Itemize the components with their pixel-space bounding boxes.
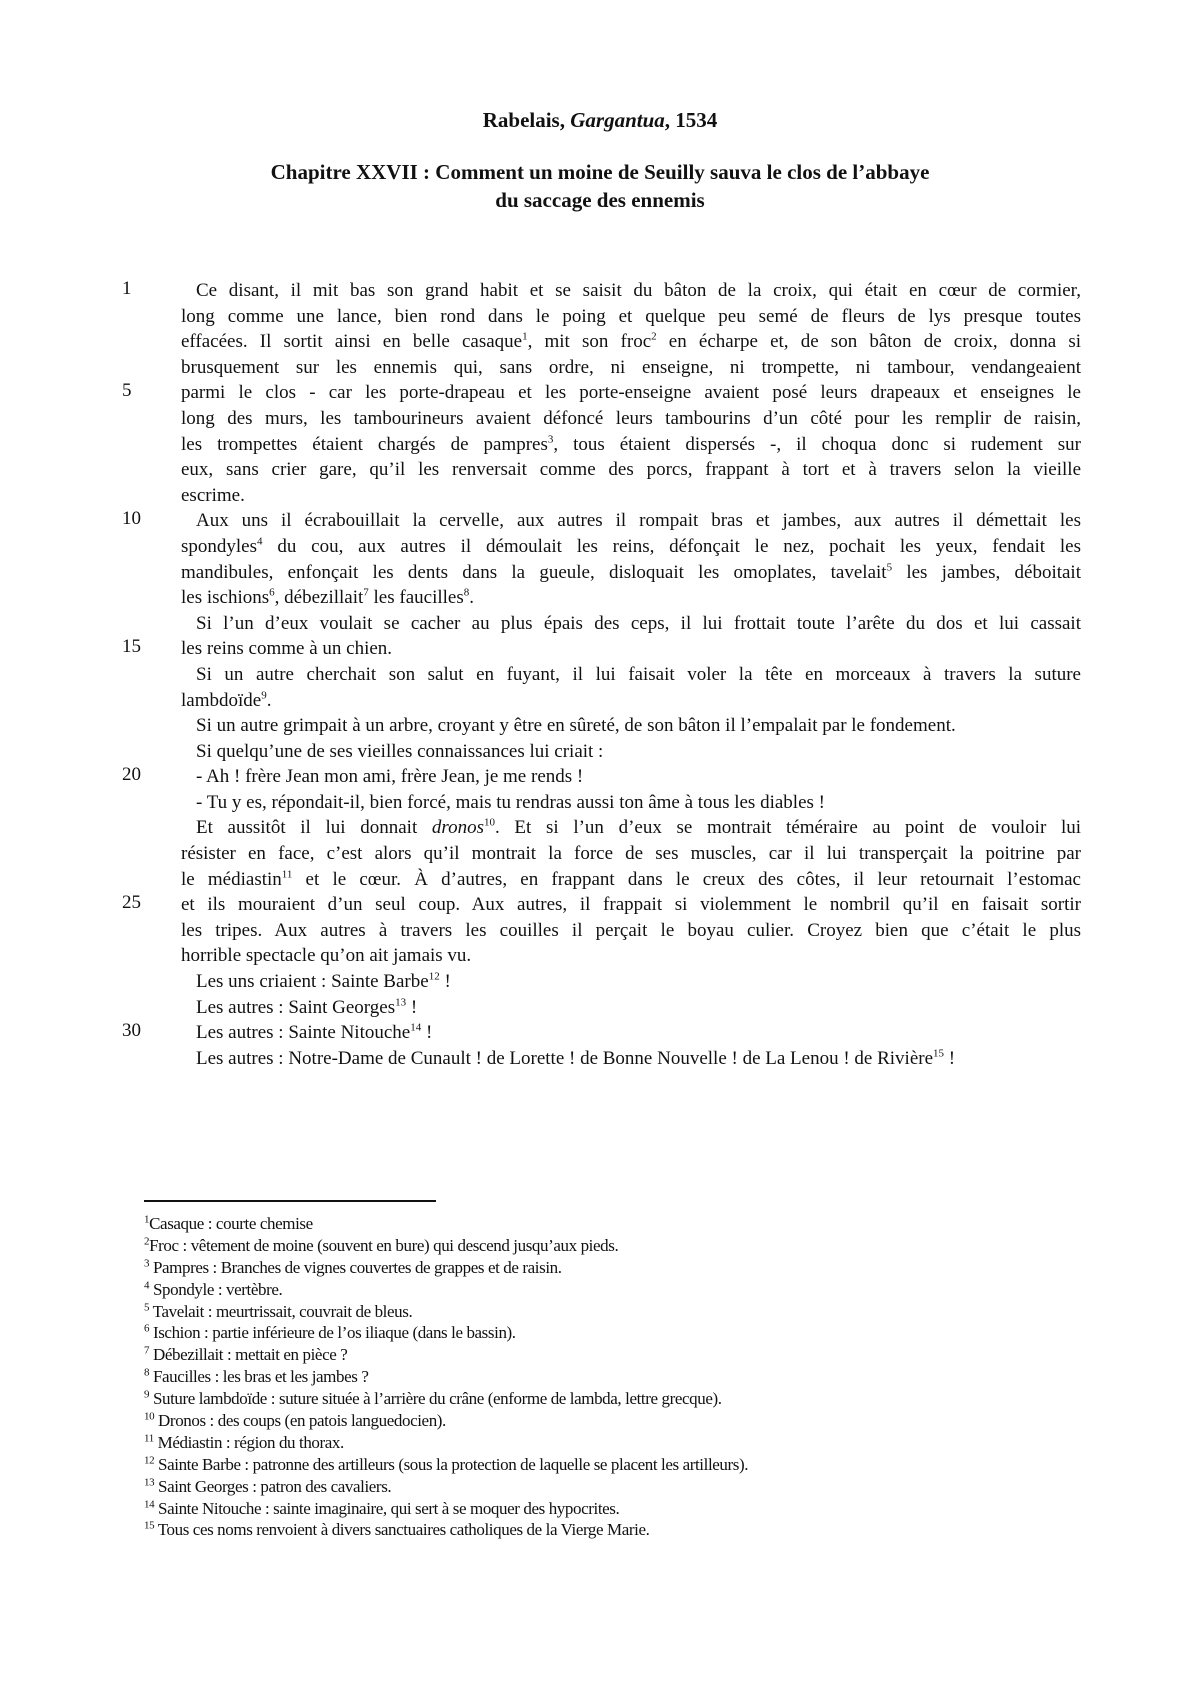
footnote-ref: 14: [410, 1021, 422, 1034]
text-line: parmi le clos - car les porte-drapeau et les porte-enseigne avaient posé leurs drapeaux et enseignes le: [181, 382, 1081, 404]
footnote: $^2$Froc : vêtement de moine (souvent en bure) qui descend jusqu’aux pieds.: [144, 1235, 619, 1255]
footnote-ref: 6: [269, 586, 275, 599]
chapter-heading-line: du saccage des ennemis: [495, 188, 705, 212]
text-line: escrime.: [181, 484, 245, 506]
text-line: - Tu y es, répondait-il, bien forcé, mais tu rendras aussi ton âme à tous les diables !: [196, 791, 825, 813]
text-line: Si un autre grimpait à un arbre, croyant y être en sûreté, de son bâton il l’empalait par le fondement.: [196, 715, 956, 737]
footnote-ref: 7: [363, 586, 369, 599]
footnote: $^{14}$ Sainte Nitouche : sainte imaginaire, qui sert à se moquer des hypocrites.: [144, 1497, 620, 1518]
text-line: effacées. Il sortit ainsi en belle casaque$^1$, mit son froc$^2$ en écharpe et, de son bâton de croix, donna si: [181, 330, 1082, 353]
footnote: $^5$ Tavelait : meurtrissait, couvrait de bleus.: [144, 1300, 413, 1321]
text-line: - Ah ! frère Jean mon ami, frère Jean, je me rends !: [196, 766, 584, 788]
footnote-ref: 10: [484, 817, 495, 830]
line-number: 5: [122, 380, 132, 402]
text-line: et ils mouraient d’un seul coup. Aux autres, il frappait si violemment le nombril qu’il en faisait sortir: [181, 894, 1081, 916]
footnote: $^6$ Ischion : partie inférieure de l’os iliaque (dans le bassin).: [144, 1322, 516, 1343]
footnote-ref: 8: [463, 586, 470, 599]
footnote-ref: 3: [547, 433, 554, 446]
author: Rabelais: [482, 108, 560, 132]
text-line: Les autres : Sainte Nitouche$^{14}$ !: [196, 1021, 433, 1044]
footnote-ref: 4: [257, 535, 263, 548]
text-line: long des murs, les tambourineurs avaient défoncé leurs tambourins d’un côté pour les remplir de raisin,: [181, 407, 1081, 429]
line-number: 1: [122, 278, 132, 299]
text-line: Si quelqu’une de ses vieilles connaissances lui criait :: [196, 740, 604, 762]
text-line: mandibules, enfonçait les dents dans la gueule, disloquait les omoplates, tavelait$^5$ les jambes, déboitait: [181, 561, 1081, 583]
footnote: $^{10}$ Dronos : des coups (en patois languedocien).: [144, 1410, 446, 1431]
text-line: brusquement sur les ennemis qui, sans ordre, ni enseigne, ni trompette, ni tambour, vendangeaient: [181, 356, 1081, 378]
text-line: Les autres : Saint Georges$^{13}$ !: [196, 996, 418, 1018]
footnote: $^9$ Suture lambdoïde : suture située à l’arrière du crâne (enforme de lambda, lettre grecque).: [144, 1388, 722, 1409]
footnote-ref: 5: [886, 561, 893, 574]
text-line: Et aussitôt il lui donnait dronos$^{10}$. Et si l’un d’eux se montrait téméraire au point de vouloir lui: [196, 817, 1081, 839]
footnote-ref: 12: [428, 970, 440, 983]
text-line: eux, sans crier gare, qu’il les renversait comme des porcs, frappant à tort et à travers selon la vieille: [181, 459, 1081, 481]
line-number: 15: [122, 636, 141, 658]
text-line: les ischions$^6$, débezillait$^7$ les faucilles$^8$.: [181, 586, 474, 609]
footnote: $^{13}$ Saint Georges : patron des cavaliers.: [144, 1476, 392, 1496]
footnote: $^1$Casaque : courte chemise: [144, 1213, 313, 1233]
text-line: Si l’un d’eux voulait se cacher au plus épais des ceps, il lui frottait toute l’arête du dos et lui cassait: [196, 612, 1081, 634]
text-line: Ce disant, il mit bas son grand habit et se saisit du bâton de la croix, qui était en cœur de cormier,: [196, 280, 1081, 301]
text-line: Les uns criaient : Sainte Barbe$^{12}$ !: [196, 970, 451, 993]
document-title: Rabelais, Gargantua, 1534: [482, 108, 718, 132]
footnote-ref: 9: [261, 689, 267, 702]
line-number: 10: [122, 508, 141, 530]
work-title: Gargantua: [570, 108, 665, 132]
text-line: les tripes. Aux autres à travers les couilles il perçait le boyau culier. Croyez bien que c’était le plus: [181, 919, 1081, 941]
footnote-ref: 13: [395, 996, 407, 1009]
footnote-separator: [144, 1200, 436, 1202]
footnote: $^8$ Faucilles : les bras et les jambes ?: [144, 1366, 369, 1387]
text-line: les trompettes étaient chargés de pampres$^3$, tous étaient dispersés -, il choqua donc si rudement sur: [181, 433, 1082, 455]
text-line: Aux uns il écrabouillait la cervelle, aux autres il rompait bras et jambes, aux autres il démettait les: [196, 510, 1081, 532]
footnote: $^7$ Débezillait : mettait en pièce ?: [144, 1344, 348, 1365]
chapter-text: [181, 278, 1081, 1071]
footnote-ref: 11: [281, 868, 293, 881]
chapter-heading-line: Chapitre XXVII : Comment un moine de Seuilly sauva le clos de l’abbaye: [270, 160, 930, 184]
footnote: $^{11}$ Médiastin : région du thorax.: [144, 1432, 344, 1452]
text-line: Les autres : Notre-Dame de Cunault ! de Lorette ! de Bonne Nouvelle ! de La Lenou ! de Rivière$^{15}$ !: [196, 1047, 956, 1069]
footnote: $^{12}$ Sainte Barbe : patronne des artilleurs (sous la protection de laquelle se placent les artilleurs).: [144, 1454, 749, 1474]
text-line: résister en face, c’est alors qu’il montrait la force de ses muscles, car il lui transperçait la poitrine par: [181, 843, 1081, 865]
text-line: spondyles$^4$ du cou, aux autres il démoulait les reins, défonçait le nez, pochait les yeux, fendait les: [181, 535, 1081, 557]
line-number: 20: [122, 764, 141, 786]
year: 1534: [675, 108, 718, 132]
text-line: les reins comme à un chien.: [181, 638, 393, 660]
line-number: 30: [122, 1020, 141, 1042]
footnote: $^4$ Spondyle : vertèbre.: [144, 1279, 283, 1299]
footnote-ref: 1: [522, 330, 528, 343]
footnote: $^{15}$ Tous ces noms renvoient à divers sanctuaires catholiques de la Vierge Marie.: [144, 1519, 650, 1540]
text-line: Si un autre cherchait son salut en fuyant, il lui faisait voler la tête en morceaux à travers la suture: [196, 663, 1081, 685]
text-line: le médiastin$^{11}$ et le cœur. À d’autres, en frappant dans le creux des côtes, il leur retournait l’estomac: [181, 868, 1081, 890]
text-line: lambdoïde$^9$.: [181, 689, 272, 711]
line-number: 25: [122, 892, 141, 914]
footnote-ref: 15: [933, 1047, 945, 1060]
footnote: $^3$ Pampres : Branches de vignes couvertes de grappes et de raisin.: [144, 1257, 562, 1277]
footnotes: [144, 1213, 1144, 1541]
chapter-heading: [0, 158, 1200, 214]
footnote-ref: 2: [651, 330, 657, 343]
text-line: horrible spectacle qu’on ait jamais vu.: [181, 945, 472, 967]
text-line: long comme une lance, bien rond dans le poing et quelque peu semé de fleurs de lys presque toutes: [181, 305, 1081, 327]
